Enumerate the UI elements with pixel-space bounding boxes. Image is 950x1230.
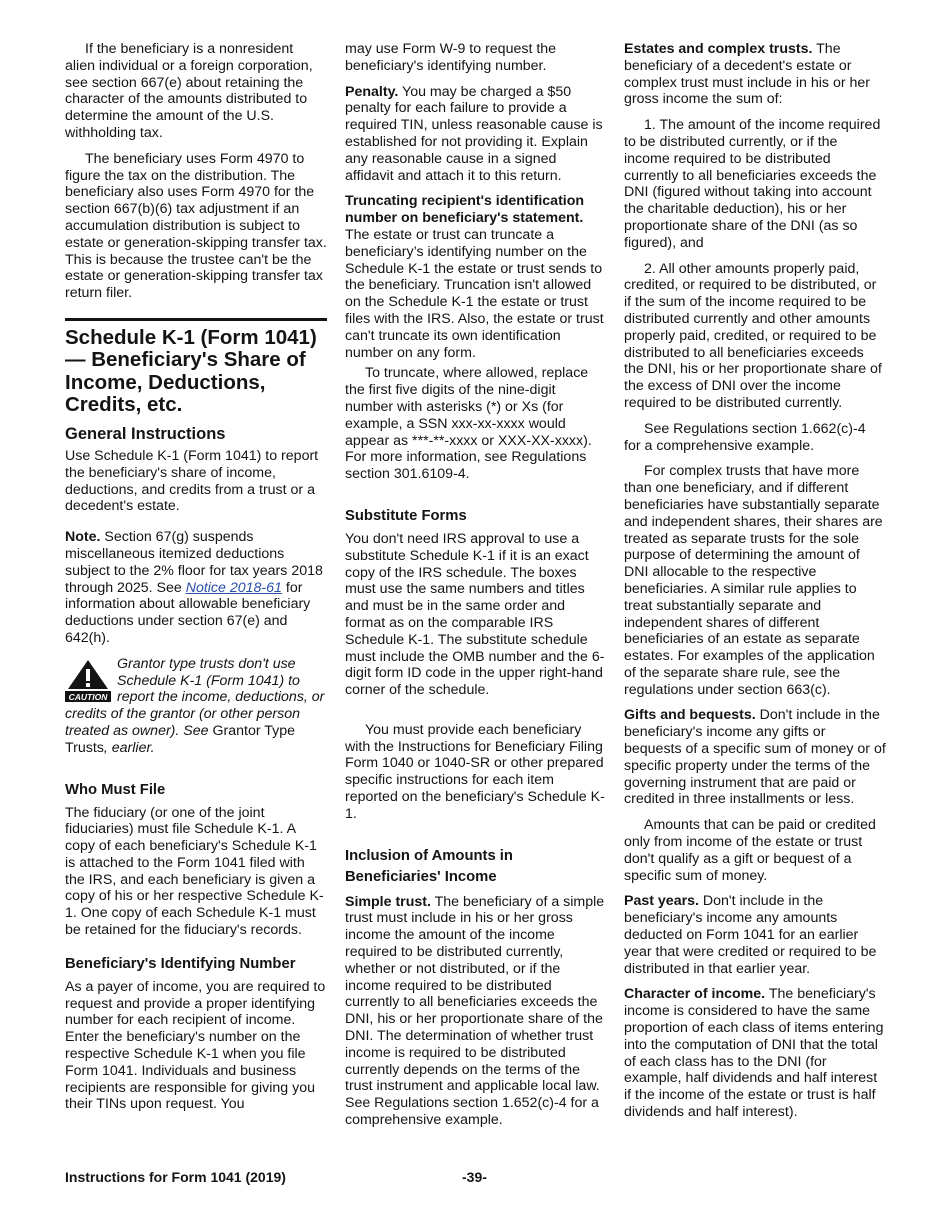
provide-instructions-text: You must provide each beneficiary with the Instructions for Beneficiary Filing Form 1040 or 1040-SR or other prepared specific instructions for each item reported on the beneficiary's Schedule K-1. <box>345 721 605 822</box>
note-label: Note. <box>65 529 101 546</box>
penalty-label: Penalty. <box>345 83 399 100</box>
continued-text: may use Form W-9 to request the beneficiary's identifying number. <box>345 41 557 74</box>
gifts-text: Don't include in the beneficiary's income any gifts or bequests of a specific sum of money or of specific property under the terms of the governing instrument that are paid or credited in three installments or less. <box>624 707 886 808</box>
general-instructions-text: Use Schedule K-1 (Form 1041) to report the beneficiary's share of income, deductions, and credits from a trust or a decedent's estate. <box>65 447 319 515</box>
note-paragraph <box>65 529 327 647</box>
who-must-file-text: The fiduciary (or one of the joint fiduciaries) must file Schedule K-1. A copy of each beneficiary's Schedule K-1 is attached to the Form 1041 filed with the IRS, and each beneficiary is given a copy of his or her respective Schedule K-1. One copy of each Schedule K-1 must be retained for the fiduciary's records. <box>65 804 324 939</box>
past-years-label: Past years. <box>624 893 699 910</box>
caution-warning-icon <box>65 658 111 702</box>
simple-trust-label: Simple trust. <box>345 893 431 910</box>
truncate-instructions: To truncate, where allowed, replace the first five digits of the nine-digit number with asterisks (*) or Xs (for example, a SSN xxx-xx-xxxx would appear as ***-**-xxxx or XXX-XX-xxxx). For more information, see Regulations section 301.6109-4. <box>345 365 592 483</box>
character-label: Character of income. <box>624 986 766 1003</box>
section-rule <box>65 318 327 321</box>
notice-2018-61-link[interactable]: Notice 2018-61 <box>185 579 282 596</box>
past-years-paragraph <box>624 893 886 977</box>
estates-text: The beneficiary of a decedent's estate or complex trust must include in his or her gross income the sum of: <box>624 41 871 108</box>
character-text: The beneficiary's income is considered to have the same proportion of each class of items entering into the computation of DNI that the total of each class has to the DNI (for example, half dividends and half interest if the income of the estate or trust is half dividends and half interest). <box>624 986 884 1121</box>
see-regulations-text: See Regulations section 1.662(c)-4 for a comprehensive example. <box>624 420 866 454</box>
paragraph-form-4970: The beneficiary uses Form 4970 to figure the tax on the distribution. The beneficiary also uses Form 4970 for the section 667(b)(6) tax adjustment if an accumulation distribution is subject to estate or generation-skipping transfer tax. This is because the trustee can't be the estate or generation-skipping transfer tax return filer. <box>65 150 327 302</box>
section-title: Schedule K-1 (Form 1041)— Beneficiary's Share of Income, Deductions, Credits, etc. <box>65 325 317 417</box>
complex-trusts-text: For complex trusts that have more than one beneficiary, and if different beneficiaries have substantially separate and independent shares, their shares are treated as separate trusts for the sole purpose of determining the amount of DNI allocable to the respective beneficiaries. A similar rule applies to treat substantially separate and independent shares of different beneficiaries of an estate as separate estates. For examples of the application of the separate share rule, see the regulations under section 663(c). <box>624 463 883 698</box>
inclusion-heading: Inclusion of Amounts in Beneficiaries' Income <box>345 847 513 885</box>
column-3 <box>624 41 886 1130</box>
beneficiary-id-heading: Beneficiary's Identifying Number <box>65 955 296 972</box>
estates-label: Estates and complex trusts. <box>624 41 813 57</box>
truncating-label: Truncating recipient's identification number on beneficiary's statement. <box>345 193 585 227</box>
note-text-before: Section 67(g) suspends miscellaneous itemized deductions subject to the 2% floor for tax years 2018 through 2025. See <box>65 529 323 596</box>
penalty-paragraph <box>345 84 607 185</box>
paragraph-nonresident: If the beneficiary is a nonresident alien individual or a foreign corporation, see section 667(e) about retaining the character of the amounts distributed to determine the amount of the U.S. withholding tax. <box>65 41 313 141</box>
truncating-text: The estate or trust can truncate a beneficiary’s identifying number on the Schedule K-1 the estate or trust sends to the beneficiary. Truncation isn't allowed on the Schedule K-1 the estate or trust files with the IRS. Also, the estate or trust can't truncate its own identification number on any form. <box>345 226 604 361</box>
page-number: -39- <box>462 1169 487 1185</box>
column-2 <box>345 41 607 1138</box>
gifts-paragraph <box>624 707 886 808</box>
substitute-forms-heading: Substitute Forms <box>345 507 467 524</box>
substitute-forms-text: You don't need IRS approval to use a substitute Schedule K-1 if it is an exact copy of the IRS schedule. The boxes must use the same numbers and titles and must be in the same order and format as on the comparable IRS Schedule K-1. The substitute schedule must include the OMB number and the 6-digit form ID code in the upper right-hand corner of the schedule. <box>345 530 605 699</box>
amounts-paid-text: Amounts that can be paid or credited only from income of the estate or trust don't qualify as a gift or bequest of a specific sum of money. <box>624 817 876 884</box>
character-paragraph <box>624 986 886 1120</box>
gifts-label: Gifts and bequests. <box>624 707 756 724</box>
who-must-file-heading: Who Must File <box>65 781 166 798</box>
truncating-paragraph <box>345 193 607 361</box>
list-item-1: 1. The amount of the income required to be distributed currently, or if the income required to be distributed currently to all beneficiaries exceeds the DNI (figured without taking into account the charitable deduction), his or her proportionate share of the DNI (as so figured), and <box>624 117 881 251</box>
simple-trust-paragraph <box>345 894 607 1129</box>
footer-form-title: Instructions for Form 1041 (2019) <box>65 1169 286 1185</box>
caution-end: , earlier. <box>103 739 155 756</box>
note-text-after: for information about allowable beneficiary deductions under section 67(e) and 642(h). <box>65 579 311 646</box>
caution-block <box>65 656 327 757</box>
penalty-text: You may be charged a $50 penalty for each failure to provide a required TIN, unless reasonable cause is established for not providing it. Explain any reasonable cause in a signed affidavit and attach it to this return. <box>345 83 603 184</box>
beneficiary-id-text: As a payer of income, you are required to request and provide a proper identifying number for each recipient of income. Enter the beneficiary's number on the respective Schedule K-1 when you file Form 1041. Individuals and business recipients are responsible for giving you their TINs upon request. You <box>65 978 326 1113</box>
caution-reference: Grantor Type Trusts <box>65 722 296 756</box>
general-instructions-heading: General Instructions <box>65 424 226 443</box>
past-years-text: Don't include in the beneficiary's income any amounts deducted on Form 1041 for an earlier year that were credited or required to be distributed in that earlier year. <box>624 893 877 977</box>
caution-text: Grantor type trusts don't use Schedule K-1 (Form 1041) to report the income, deductions, or credits of the grantor (or other person treated as owner). See <box>65 655 325 739</box>
list-item-2: 2. All other amounts properly paid, credited, or required to be distributed, or if the sum of the income required to be distributed currently and other amounts properly paid, credited, or required to be distributed to all beneficiaries exceeds the DNI, his or her proportionate share of the excess of DNI over the income required to be distributed currently. <box>624 260 882 411</box>
simple-trust-text: The beneficiary of a simple trust must include in his or her gross income the amount of the income required to be distributed currently, whether or not distributed, or if the income required to be distributed currently to all beneficiaries exceeds the DNI, his or her proportionate share of the DNI. The determination of whether trust income is required to be distributed currently depends on the terms of the trust instrument and applicable local law. See Regulations section 1.652(c)-4 for a comprehensive example. <box>345 893 605 1129</box>
column-1 <box>65 41 327 1122</box>
estates-paragraph <box>624 41 886 108</box>
caution-label: CAUTION <box>68 691 108 702</box>
